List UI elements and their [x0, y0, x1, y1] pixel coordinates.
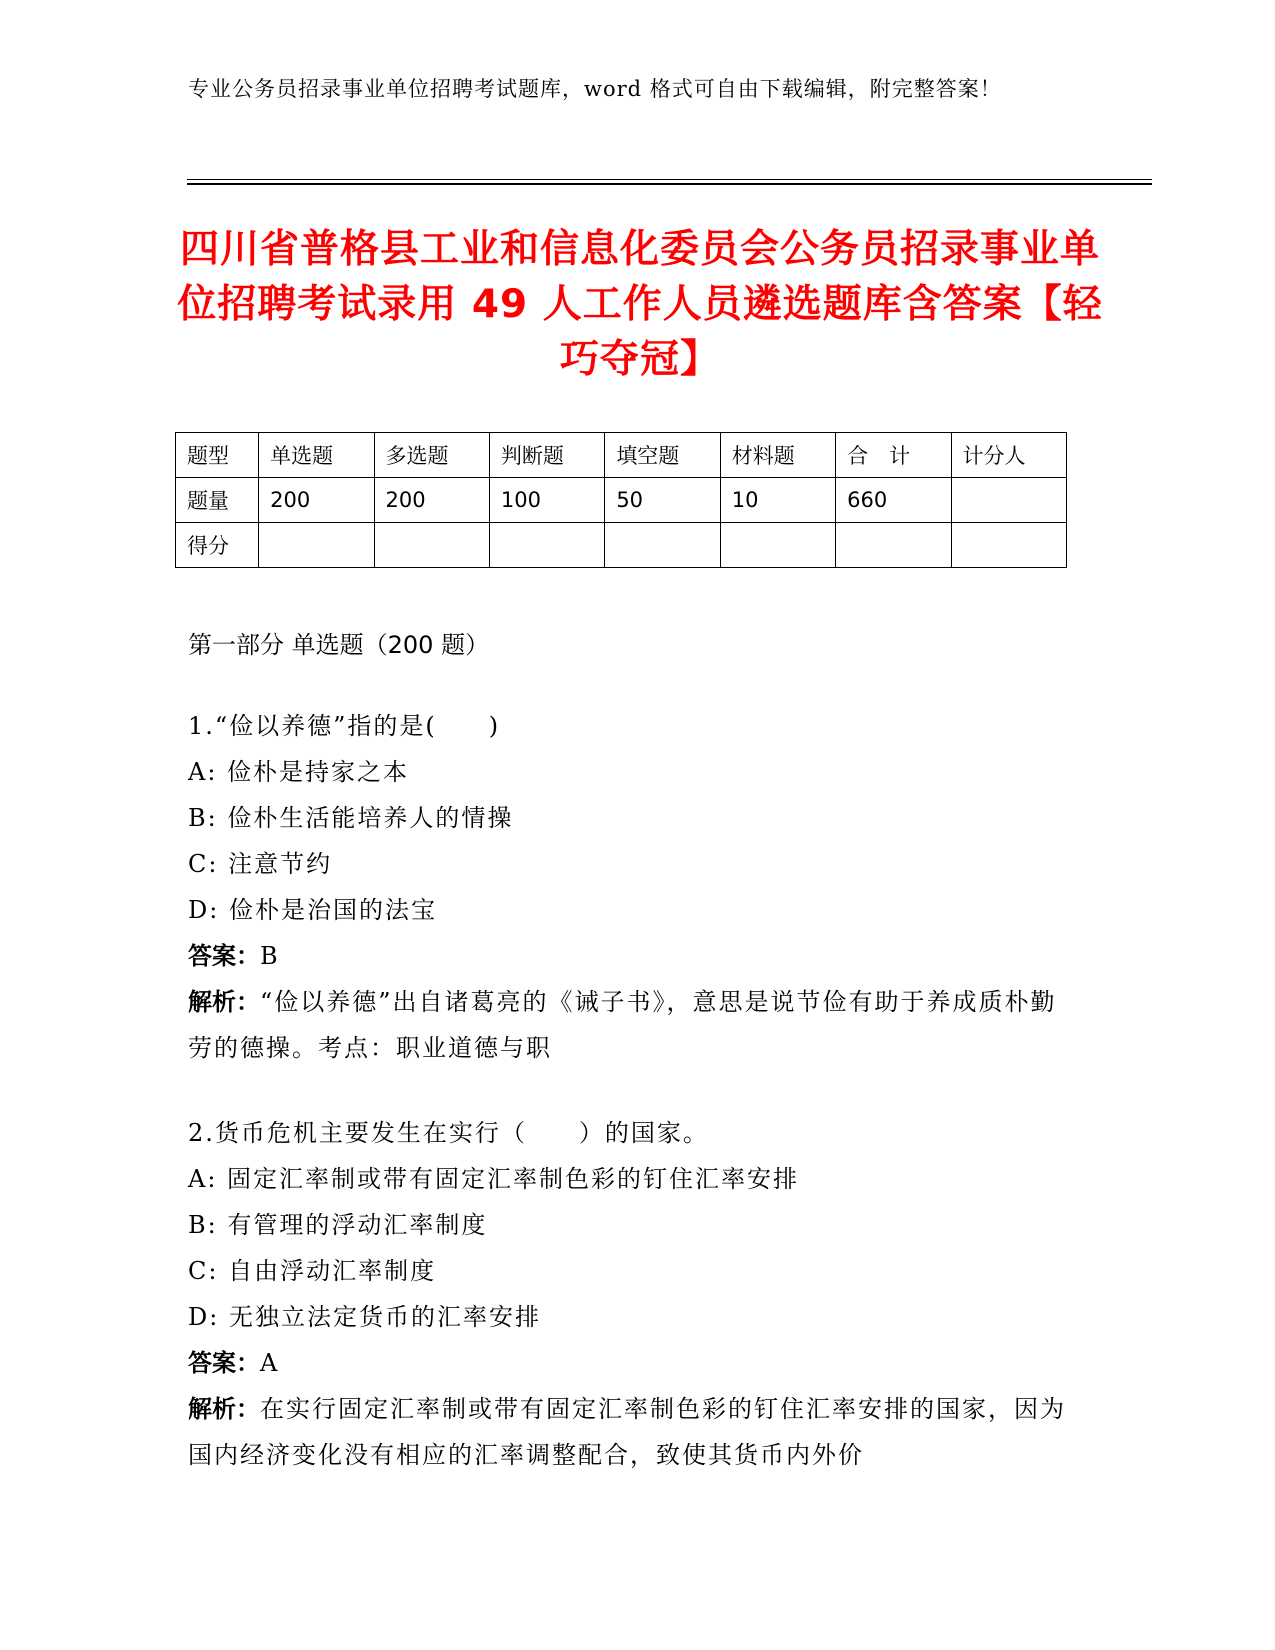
table-cell: 200 — [259, 478, 374, 523]
explanation — [188, 1386, 1068, 1478]
table-cell: 材料题 — [720, 433, 835, 478]
table-cell: 判断题 — [489, 433, 604, 478]
table-cell: 200 — [374, 478, 489, 523]
section-title: 第一部分 单选题（200 题） — [188, 631, 490, 659]
table-row-count — [176, 478, 1067, 523]
table-row-score — [176, 523, 1067, 568]
question-stem: 2.货币危机主要发生在实行（ ）的国家。 — [188, 1119, 709, 1147]
question-stem: 1.“俭以养德”指的是( ) — [188, 712, 501, 740]
table-cell — [951, 523, 1066, 568]
option-d: D: 俭朴是治国的法宝 — [188, 896, 437, 924]
option-c: C: 注意节约 — [188, 850, 333, 878]
header-note: 专业公务员招录事业单位招聘考试题库，word 格式可自由下载编辑，附完整答案！ — [188, 77, 1002, 101]
header-rule-thin — [187, 179, 1152, 180]
header-rule-thick — [187, 183, 1152, 185]
answer-label: 答案： — [188, 1349, 260, 1377]
table-cell: 多选题 — [374, 433, 489, 478]
answer-value: A — [260, 1349, 280, 1377]
answer-label: 答案： — [188, 942, 260, 970]
score-table — [175, 432, 1067, 568]
option-a: A: 俭朴是持家之本 — [188, 758, 410, 786]
answer-line — [188, 1340, 1068, 1386]
table-cell: 题型 — [176, 433, 259, 478]
table-cell: 单选题 — [259, 433, 374, 478]
option-a: A: 固定汇率制或带有固定汇率制色彩的钉住汇率安排 — [188, 1165, 800, 1193]
table-header-row — [176, 433, 1067, 478]
option-b: B: 俭朴生活能培养人的情操 — [188, 804, 514, 832]
table-cell — [951, 478, 1066, 523]
table-cell: 计分人 — [951, 433, 1066, 478]
table-cell: 得分 — [176, 523, 259, 568]
table-cell: 填空题 — [605, 433, 720, 478]
option-d: D: 无独立法定货币的汇率安排 — [188, 1303, 541, 1331]
table-cell — [374, 523, 489, 568]
question-2 — [188, 1110, 1068, 1478]
table-cell: 660 — [836, 478, 951, 523]
answer-value: B — [260, 942, 280, 970]
table-cell — [259, 523, 374, 568]
question-1 — [188, 703, 1068, 1071]
option-b: B: 有管理的浮动汇率制度 — [188, 1211, 488, 1239]
table-cell — [605, 523, 720, 568]
table-cell: 50 — [605, 478, 720, 523]
explanation-text: “俭以养德”出自诸葛亮的《诫子书》，意思是说节俭有助于养成质朴勤劳的德操。考点：职业道德与职 — [188, 988, 1057, 1062]
explanation — [188, 979, 1068, 1071]
table-cell: 10 — [720, 478, 835, 523]
explanation-text: 在实行固定汇率制或带有固定汇率制色彩的钉住汇率安排的国家，因为国内经济变化没有相应的汇率调整配合，致使其货币内外价 — [188, 1395, 1066, 1469]
explanation-label: 解析： — [188, 988, 260, 1016]
table-cell — [489, 523, 604, 568]
answer-line — [188, 933, 1068, 979]
table-cell: 100 — [489, 478, 604, 523]
explanation-label: 解析： — [188, 1395, 260, 1423]
table-cell: 题量 — [176, 478, 259, 523]
document-title: 四川省普格县工业和信息化委员会公务员招录事业单位招聘考试录用 49 人工作人员遴选题库含答案【轻巧夺冠】 — [177, 227, 1103, 382]
option-c: C: 自由浮动汇率制度 — [188, 1257, 437, 1285]
table-cell — [720, 523, 835, 568]
table-cell: 合 计 — [836, 433, 951, 478]
table-cell — [836, 523, 951, 568]
